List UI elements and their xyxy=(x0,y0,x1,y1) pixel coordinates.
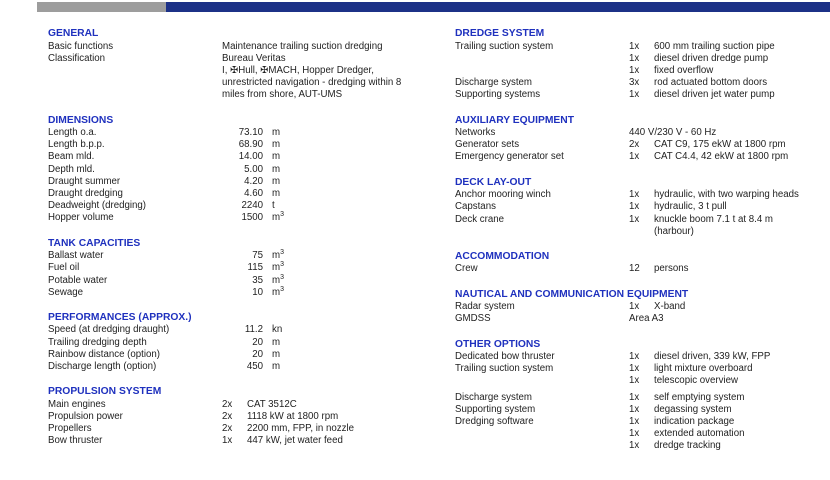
row-unit: m xyxy=(272,361,281,373)
row-value: extended automation xyxy=(654,428,745,440)
section-deck-lay-out xyxy=(455,177,827,238)
row-label: Discharge system xyxy=(455,77,532,89)
row-unit: $m^3$ xyxy=(272,285,284,298)
spec-row xyxy=(455,41,827,53)
row-value: diesel driven jet water pump xyxy=(654,89,775,101)
row-unit: kn xyxy=(272,324,283,336)
row-label: Classification xyxy=(48,52,106,64)
row-label: Deadweight (dredging) xyxy=(48,200,147,212)
row-quantity: 1x xyxy=(629,189,640,201)
row-label xyxy=(455,428,629,440)
row-label: Propulsion power xyxy=(48,410,123,422)
spec-row xyxy=(455,301,827,313)
spec-row xyxy=(48,423,443,435)
row-quantity: 1x xyxy=(629,40,640,52)
row-label: Dedicated bow thruster xyxy=(455,351,555,363)
row-value: 73.10 xyxy=(238,127,263,139)
row-value: 600 mm trailing suction pipe xyxy=(654,40,775,52)
row-value: 11.2 xyxy=(244,324,263,336)
row-value: Area A3 xyxy=(629,313,664,325)
row-label: Trailing suction system xyxy=(455,40,554,52)
row-quantity: 1x xyxy=(222,435,233,447)
spec-row xyxy=(48,127,443,139)
row-value: 1500 xyxy=(241,212,263,224)
row-quantity: 2x xyxy=(222,423,233,435)
row-unit: t xyxy=(272,200,275,212)
section-dimensions xyxy=(48,115,443,225)
row-quantity: 1x xyxy=(629,440,640,452)
row-quantity: 1x xyxy=(629,351,640,363)
row-unit: m xyxy=(272,175,281,187)
section-title: PERFORMANCES (APPROX.) xyxy=(48,311,192,323)
row-label: Trailing dredging depth xyxy=(48,336,147,348)
spec-row xyxy=(455,440,827,452)
row-unit: m xyxy=(272,348,281,360)
row-label: Radar system xyxy=(455,301,515,313)
row-value: 35 xyxy=(252,274,263,286)
row-value: Maintenance trailing suction dredging xyxy=(222,40,383,52)
row-quantity: 12 xyxy=(629,263,640,275)
row-value: diesel driven dredge pump xyxy=(654,52,769,64)
spec-row xyxy=(455,351,827,363)
spec-row xyxy=(455,139,827,151)
row-value: 1118 kW at 1800 rpm xyxy=(247,410,339,422)
row-quantity: 3x xyxy=(629,77,640,89)
row-value: (harbour) xyxy=(654,225,694,237)
row-label: Sewage xyxy=(48,286,84,298)
row-value: 4.20 xyxy=(244,175,263,187)
spec-row xyxy=(455,363,827,375)
row-label xyxy=(48,89,222,101)
row-value: Bureau Veritas xyxy=(222,52,286,64)
row-quantity xyxy=(629,226,654,238)
row-value: 447 kW, jet water feed xyxy=(247,435,343,447)
section-title: NAUTICAL AND COMMUNICATION EQUIPMENT xyxy=(455,288,689,300)
section-propulsion-system xyxy=(48,386,443,447)
spec-row xyxy=(455,313,827,325)
row-label: Dredging software xyxy=(455,416,534,428)
row-value: 4.60 xyxy=(244,188,263,200)
row-value: 75 xyxy=(252,250,263,262)
row-label: Networks xyxy=(455,127,496,139)
row-label: Fuel oil xyxy=(48,262,80,274)
spec-row xyxy=(48,139,443,151)
spec-row xyxy=(455,375,827,387)
right-column xyxy=(455,28,827,453)
row-value: degassing system xyxy=(654,403,732,415)
row-label xyxy=(48,77,222,89)
spec-row xyxy=(48,275,443,287)
row-label: Supporting systems xyxy=(455,89,541,101)
header-rule-blue-segment xyxy=(166,2,830,12)
spec-row xyxy=(48,41,443,53)
row-label xyxy=(455,375,629,387)
row-label xyxy=(48,65,222,77)
row-label: Depth mld. xyxy=(48,163,95,175)
row-quantity: 1x xyxy=(629,403,640,415)
spec-row xyxy=(455,65,827,77)
row-value: 450 xyxy=(246,361,263,373)
row-value: CAT C9, 175 ekW at 1800 rpm xyxy=(654,139,786,151)
row-quantity: 1x xyxy=(629,391,640,403)
header-rule xyxy=(37,2,830,12)
row-quantity: 1x xyxy=(629,416,640,428)
row-value: rod actuated bottom doors xyxy=(654,77,768,89)
row-quantity: 1x xyxy=(629,64,640,76)
section-general xyxy=(48,28,443,102)
spec-row xyxy=(455,392,827,404)
spec-row xyxy=(48,287,443,299)
row-label: Deck crane xyxy=(455,213,504,225)
row-value: 68.90 xyxy=(238,139,263,151)
row-label: Crew xyxy=(455,263,478,275)
spec-row xyxy=(48,361,443,373)
row-label xyxy=(455,53,629,65)
spec-row xyxy=(48,324,443,336)
row-quantity: 2x xyxy=(222,410,233,422)
spec-row xyxy=(48,53,443,65)
spec-row xyxy=(48,349,443,361)
spec-row xyxy=(455,428,827,440)
row-quantity: 1x xyxy=(629,201,640,213)
spec-row xyxy=(48,77,443,89)
row-label: Generator sets xyxy=(455,139,520,151)
spec-row xyxy=(48,200,443,212)
section-performances-approx- xyxy=(48,312,443,373)
section-auxiliary-equipment xyxy=(455,115,827,164)
row-unit: $m^3$ xyxy=(272,211,284,224)
row-label: Draught dredging xyxy=(48,188,123,200)
header-rule-gray-segment xyxy=(37,2,166,12)
row-unit: m xyxy=(272,127,281,139)
row-unit: $m^3$ xyxy=(272,273,284,286)
section-title: DREDGE SYSTEM xyxy=(455,28,545,39)
row-value: CAT 3512C xyxy=(247,398,297,410)
row-value: 14.00 xyxy=(238,151,263,163)
spec-row xyxy=(48,212,443,224)
section-title: DECK LAY-OUT xyxy=(455,176,532,188)
spec-row xyxy=(48,89,443,101)
spec-row xyxy=(48,188,443,200)
row-quantity: 1x xyxy=(629,301,640,313)
row-value: 2240 xyxy=(241,200,263,212)
spec-row xyxy=(48,65,443,77)
row-value: 10 xyxy=(252,286,263,298)
spec-row xyxy=(455,214,827,226)
spec-row xyxy=(48,151,443,163)
row-value: unrestricted navigation - dredging within 8 xyxy=(222,77,402,89)
spec-row xyxy=(455,189,827,201)
row-quantity: 1x xyxy=(629,151,640,163)
row-value: dredge tracking xyxy=(654,440,721,452)
row-value: 20 xyxy=(252,336,263,348)
row-label xyxy=(455,440,629,452)
section-dredge-system xyxy=(455,28,827,102)
row-label xyxy=(455,226,629,238)
row-value: hydraulic, 3 t pull xyxy=(654,201,727,213)
row-quantity: 2x xyxy=(222,398,233,410)
row-quantity: 1x xyxy=(629,213,640,225)
spec-row xyxy=(455,201,827,213)
spec-row xyxy=(455,151,827,163)
row-unit: m xyxy=(272,139,281,151)
section-nautical-and-communication-equipment xyxy=(455,289,827,326)
row-unit: $m^3$ xyxy=(272,248,284,262)
row-quantity: 1x xyxy=(629,428,640,440)
row-value: persons xyxy=(654,263,689,275)
row-value: 440 V/230 V - 60 Hz xyxy=(629,127,717,139)
row-value: telescopic overview xyxy=(654,375,738,387)
row-value: fixed overflow xyxy=(654,64,714,76)
row-label: Basic functions xyxy=(48,40,114,52)
row-unit: m xyxy=(272,151,281,163)
section-title: ACCOMMODATION xyxy=(455,250,550,262)
row-label: Length b.p.p. xyxy=(48,139,105,151)
section-other-options xyxy=(455,339,827,453)
spec-row xyxy=(455,263,827,275)
spec-row xyxy=(455,89,827,101)
row-label: Draught summer xyxy=(48,175,121,187)
row-label: Potable water xyxy=(48,274,108,286)
row-quantity: 1x xyxy=(629,375,640,387)
row-label: Discharge system xyxy=(455,391,532,403)
row-value: light mixture overboard xyxy=(654,363,753,375)
spec-row xyxy=(48,250,443,262)
spec-row xyxy=(48,164,443,176)
section-title: TANK CAPACITIES xyxy=(48,237,141,249)
row-label: Bow thruster xyxy=(48,435,103,447)
row-label: Main engines xyxy=(48,398,106,410)
row-unit: m xyxy=(272,188,281,200)
row-value: 20 xyxy=(252,348,263,360)
section-title: AUXILIARY EQUIPMENT xyxy=(455,114,574,126)
spec-row xyxy=(48,411,443,423)
row-value: hydraulic, with two warping heads xyxy=(654,189,799,201)
row-quantity: 1x xyxy=(629,89,640,101)
row-quantity: 2x xyxy=(629,139,640,151)
spec-row xyxy=(48,435,443,447)
row-value: knuckle boom 7.1 t at 8.4 m xyxy=(654,213,774,225)
row-quantity: 1x xyxy=(629,363,640,375)
row-label: Discharge length (option) xyxy=(48,361,157,373)
row-label: Hopper volume xyxy=(48,212,114,224)
row-label: Beam mld. xyxy=(48,151,95,163)
spec-row xyxy=(455,53,827,65)
spec-row xyxy=(48,399,443,411)
row-value: X-band xyxy=(654,301,686,313)
row-label: GMDSS xyxy=(455,313,491,325)
row-label: Propellers xyxy=(48,423,92,435)
row-label: Anchor mooring winch xyxy=(455,189,551,201)
spec-row xyxy=(48,337,443,349)
row-label: Emergency generator set xyxy=(455,151,564,163)
row-value: self emptying system xyxy=(654,391,745,403)
row-label: Ballast water xyxy=(48,250,104,262)
row-label: Rainbow distance (option) xyxy=(48,348,161,360)
row-value: 115 xyxy=(247,262,263,274)
row-label: Capstans xyxy=(455,201,496,213)
row-unit: $m^3$ xyxy=(272,261,284,274)
section-title: OTHER OPTIONS xyxy=(455,338,541,350)
row-label: Trailing suction system xyxy=(455,363,554,375)
row-value: 5.00 xyxy=(244,163,263,175)
section-title: DIMENSIONS xyxy=(48,114,114,126)
row-label: Supporting system xyxy=(455,403,536,415)
spec-row xyxy=(455,127,827,139)
section-title: GENERAL xyxy=(48,28,99,39)
row-value: CAT C4.4, 42 ekW at 1800 rpm xyxy=(654,151,789,163)
row-value: indication package xyxy=(654,416,735,428)
spec-row xyxy=(455,404,827,416)
section-title: PROPULSION SYSTEM xyxy=(48,386,162,398)
row-value: I, ✠Hull, ✠MACH, Hopper Dredger, xyxy=(222,64,374,76)
spec-row xyxy=(48,176,443,188)
row-value: miles from shore, AUT-UMS xyxy=(222,89,343,101)
row-value: 2200 mm, FPP, in nozzle xyxy=(247,423,354,435)
row-unit: m xyxy=(272,163,281,175)
row-value: diesel driven, 339 kW, FPP xyxy=(654,351,771,363)
row-quantity: 1x xyxy=(629,52,640,64)
section-tank-capacities xyxy=(48,238,443,299)
row-label xyxy=(455,65,629,77)
row-label: Speed (at dredging draught) xyxy=(48,324,170,336)
section-accommodation xyxy=(455,251,827,276)
spec-row xyxy=(455,416,827,428)
spec-row xyxy=(455,77,827,89)
spec-row xyxy=(48,262,443,274)
row-unit: m xyxy=(272,336,281,348)
left-column xyxy=(48,28,443,448)
spec-row xyxy=(455,226,827,238)
row-label: Length o.a. xyxy=(48,127,97,139)
